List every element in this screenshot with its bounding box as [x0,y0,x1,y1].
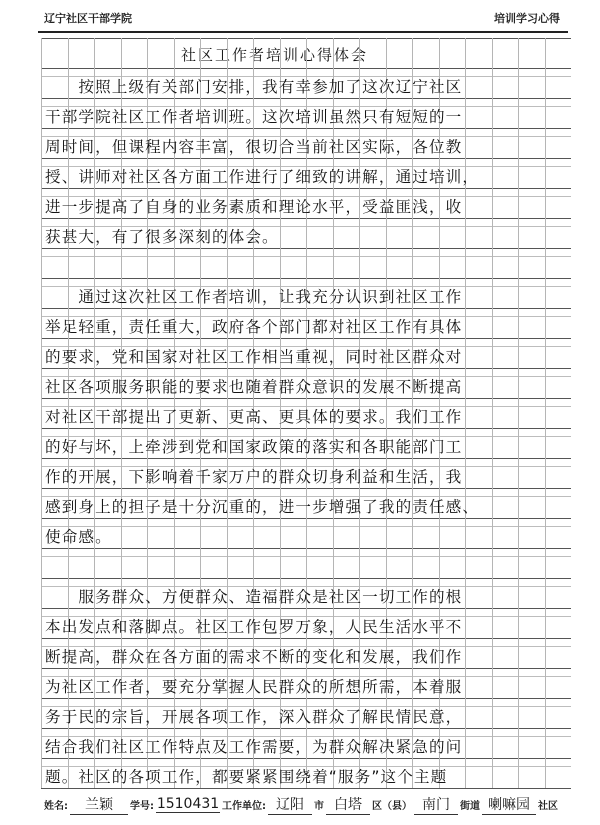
text-line: 作的开展，下影响着千家万户的群众切身利益和生活，我 [45,468,463,486]
header-left-label: 辽宁社区干部学院 [44,12,132,25]
name-label: 姓名: [44,800,68,812]
city-suffix: 市 [314,800,324,812]
text-line: 对社区干部提出了更新、更高、更具体的要求。我们工作 [45,408,463,426]
text-line: 结合我们社区工作特点及工作需要，为群众解决紧急的问 [45,738,463,756]
grid-column-line [545,38,546,788]
text-line: 干部学院社区工作者培训班。这次培训虽然只有短短的一 [45,108,463,126]
grid-column-line [465,38,466,788]
grid-column-line [518,38,519,788]
text-line: 通过这次社区工作者培训，让我充分认识到社区工作 [45,288,463,306]
grid-column-line [492,38,493,788]
text-line: 获甚大，有了很多深刻的体会。 [45,228,279,246]
district-value: 白塔 [326,794,370,815]
work-unit-label: 工作单位: [222,800,266,812]
city-value: 辽阳 [268,794,312,815]
text-line: 本出发点和落脚点。社区工作包罗万象，人民生活水平不 [45,618,463,636]
header-right-label: 培训学习心得 [494,12,560,25]
text-line: 举足轻重，责任重大，政府各个部门都对社区工作有具体 [45,318,463,336]
text-line: 题。社区的各项工作，都要紧紧围绕着“服务”这个主题 [45,768,448,786]
grid-line [41,788,571,789]
text-line: 社区各项服务职能的要求也随着群众意识的发展不断提高 [45,378,463,396]
community-value: 喇嘛园 [482,794,536,815]
text-line: 使命感。 [45,528,112,546]
text-line: 断提高，群众在各方面的需求不断的变化和发展，我们作 [45,648,463,666]
manuscript-grid [41,38,571,792]
name-value: 兰颖 [70,794,128,815]
street-suffix: 街道 [460,800,480,812]
text-line: 服务群众、方便群众、造福群众是社区一切工作的根 [45,588,463,606]
text-line: 的要求，党和国家对社区工作相当重视，同时社区群众对 [45,348,463,366]
street-value: 南门 [414,794,458,815]
header-rule [38,31,568,33]
student-id-label: 学号: [130,800,154,812]
text-line: 进一步提高了自身的业务素质和理论水平，受益匪浅，收 [45,198,463,216]
community-suffix: 社区 [538,800,558,812]
text-line: 为社区工作者，要充分掌握人民群众的所想所需，本着服 [45,678,463,696]
student-id-value: 1510431 [156,795,220,812]
document-title: 社区工作者培训心得体会 [181,46,369,64]
text-line: 授、讲师对社区各方面工作进行了细致的讲解，通过培训， [45,168,480,186]
text-line: 周时间，但课程内容丰富，很切合当前社区实际，各位教 [45,138,463,156]
footer-info [44,793,584,815]
text-line: 务于民的宗旨，开展各项工作，深入群众了解民情民意， [45,708,463,726]
text-line: 感到身上的担子是十分沉重的，进一步增强了我的责任感、 [45,498,480,516]
text-line: 按照上级有关部门安排，我有幸参加了这次辽宁社区 [45,78,463,96]
text-line: 的好与坏，上牵涉到党和国家政策的落实和各职能部门工 [45,438,463,456]
district-suffix: 区（县） [372,800,412,812]
grid-column-line [41,38,42,788]
